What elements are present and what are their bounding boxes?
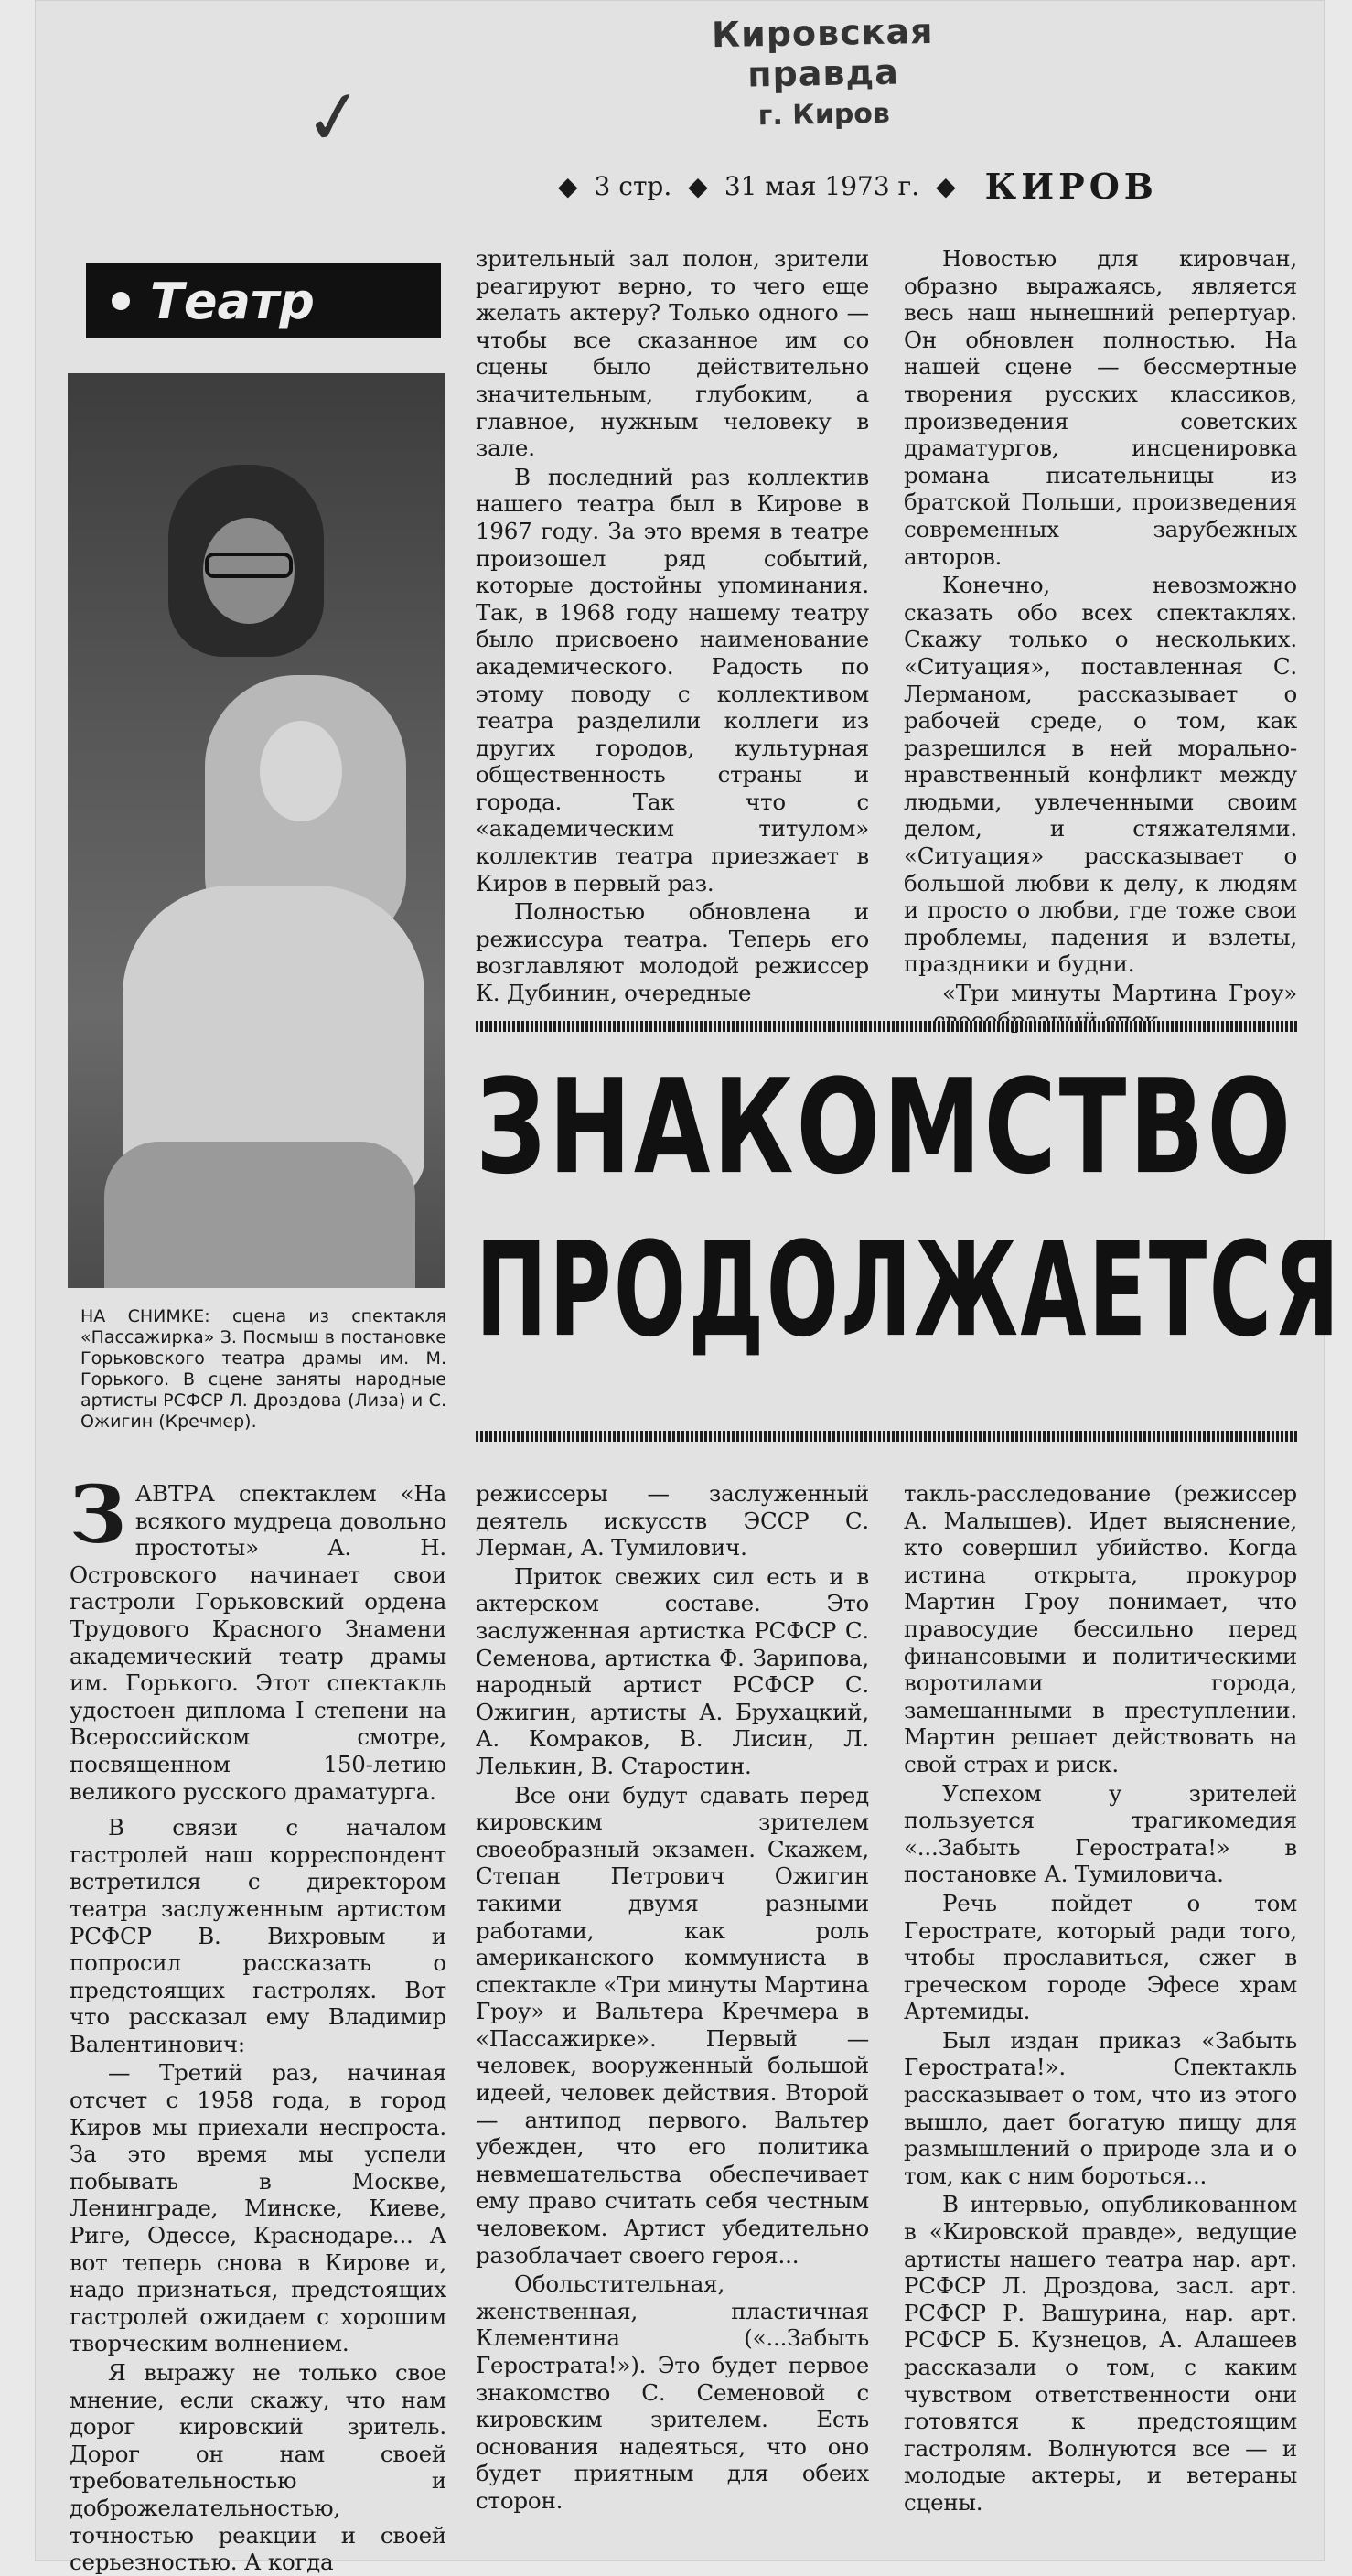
- paragraph: — Третий раз, начиная отсчет с 1958 года, в город Киров мы приехали неспроста. За это время мы успели побывать в Москве, Ленинграде, Минске, Киеве, Риге, Одессе, Краснодаре... А вот теперь снова в Кирове и, надо признаться, предстоящих гастролей ожидаем с хорошим творческим волнением.: [70, 2059, 446, 2357]
- paragraph: Конечно, невозможно сказать обо всех спектаклях. Скажу только о нескольких. «Ситуация», поставленная С. Лерманом, рассказывает о рабочей среде, о том, как разрешился в ней морально-нравственный конфликт между людьми, увлеченными своим делом, и стяжателями. «Ситуация» рассказывает о большой любви к делу, к людям и просто о любви, где тоже свои проблемы, падения и взлеты, праздники и будни.: [904, 572, 1297, 978]
- paragraph: такль-расследование (режиссер А. Малышев). Идет выяснение, кто совершил убийство. Когда истина открыта, прокурор Мартин Гроу понимает, что правосудие бессильно перед финансовыми и политическими воротилами города, замешанными в преступлении. Мартин решает действовать на свой страх и риск.: [904, 1480, 1297, 1777]
- diamond-icon: ◆: [688, 170, 708, 201]
- headline-line-1: ЗНАКОМСТВО: [476, 1052, 1294, 1204]
- paragraph: зрительный зал полон, зрители реагируют верно, то чего еще желать актеру? Только одного — чтобы все сказанное им со сцены было действительно значительным, глубоким, а главное, нужным человеку в зале.: [476, 245, 869, 462]
- paragraph: Обольстительная, женственная, пластичная Клементина («...Забыть Герострата!»). Это будет первое знакомство С. Семеновой с кировским зрителем. Есть основания надеяться, что оно будет приятным для обеих сторон.: [476, 2270, 869, 2514]
- diamond-icon: ◆: [558, 170, 578, 201]
- source-stamp: [639, 10, 1007, 134]
- check-mark-icon: ✓: [297, 70, 371, 165]
- paragraph: В связи с началом гастролей наш корреспондент встретился с директором театра заслуженным артистом РСФСР В. Вихровым и попросил рассказать о предстоящих гастролях. Вот что рассказал ему Владимир Валентинович:: [70, 1814, 446, 2057]
- paragraph: Новостью для кировчан, образно выражаясь, является весь наш нынешний репертуар. Он обновлен полностью. На нашей сцене — бессмертные творения русских классиков, произведения советских драматургов, инсценировка романа писательницы из братской Польши, произведения современных зарубежных авторов.: [904, 245, 1297, 570]
- dateline: [558, 163, 1290, 209]
- paragraph: Речь пойдет о том Герострате, который ради того, чтобы прославиться, сжег в греческом городе Эфесе храм Артемиды.: [904, 1889, 1297, 2025]
- paragraph: «Три минуты Мартина Гроу»: [942, 980, 1297, 1007]
- headline-line-2: ПРОДОЛЖАЕТСЯ: [476, 1215, 1342, 1367]
- paragraph: Был издан приказ «Забыть Герострата!». Спектакль рассказывает о том, что из этого вышло, дает богатую пищу для размышлений о природе зла и о том, как с ним бороться...: [904, 2026, 1297, 2189]
- lower-column-3: [904, 1480, 1297, 2517]
- issue-city: КИРОВ: [984, 165, 1158, 207]
- bullet-icon: [112, 292, 130, 310]
- photo-caption: НА СНИМКЕ: сцена из спектакля «Пассажирка» З. Посмыш в постановке Горьковского театра драмы им. М. Горького. В сцене заняты народные артисты РСФСР Л. Дроздова (Лиза) и С. Ожигин (Кречмер).: [80, 1306, 446, 1432]
- paragraph: Все они будут сдавать перед кировским зрителем своеобразный экзамен. Скажем, Степан Петрович Ожигин такими двумя разными работами, как роль американского коммуниста в спектакле «Три минуты Мартина Гроу» и Вальтера Кречмера в «Пассажирке». Первый — человек, вооруженный большой идеей, человек действия. Второй — антипод первого. Вальтер убежден, что его политика невмешательства обеспечивает ему право считать себя честным человеком. Артист убедительно разоблачает своего героя...: [476, 1781, 869, 2269]
- issue-date: 31 мая 1973 г.: [724, 170, 920, 201]
- scene-photo: [68, 373, 445, 1288]
- lead-text: АВТРА спектаклем «На всякого мудреца довольно простоты» А. Н. Островского начинает свои гастроли Горьковский ордена Трудового Красного Знамени академический театр драмы им. Горького. Этот спектакль удостоен диплома I степени на Всероссийском смотре, посвященном 150-летию великого русского драматурга.: [70, 1480, 446, 1805]
- stamp-city: г. Киров: [757, 97, 891, 133]
- paragraph: Полностью обновлена и режиссура театра. Теперь его возглавляют молодой режиссер К. Дубинин, очередные: [476, 898, 869, 1007]
- stamp-newspaper-name: Кировская правда: [711, 10, 934, 95]
- drop-cap: З: [70, 1469, 126, 1562]
- paragraph: Я выражу не только свое мнение, если скажу, что нам дорог кировский зритель. Дорог он нам своей требовательностью и доброжелательностью, точностью реакции и своей серьезностью. А когда: [70, 2359, 446, 2576]
- rule-top: [476, 1021, 1299, 1032]
- upper-column-2: [904, 245, 1297, 1034]
- lead-paragraph: [70, 1469, 446, 1805]
- page-number: 3 стр.: [594, 170, 672, 201]
- paragraph: В интервью, опубликованном в «Кировской правде», ведущие артисты нашего театра нар. арт. РСФСР Л. Дроздова, засл. арт. РСФСР Р. Вашурина, нар. арт. РСФСР Б. Кузнецов, А. Алашеев рассказали о том, с каким чувством ответственности они готовятся к предстоящим гастролям. Волнуются все — и молодые актеры, и ветераны сцены.: [904, 2191, 1297, 2516]
- lower-column-2: [476, 1480, 869, 2515]
- paragraph: Успехом у зрителей пользуется трагикомедия «...Забыть Герострата!» в постановке А. Тумиловича.: [904, 1779, 1297, 1888]
- section-rubric: [86, 263, 441, 338]
- rule-bottom: [476, 1431, 1299, 1442]
- paragraph: Приток свежих сил есть и в актерском составе. Это заслуженная артистка РСФСР С. Семенова, артистка Ф. Зарипова, народный артист РСФСР С. Ожигин, артисты А. Брухацкий, А. Комраков, В. Лисин, Л. Лелькин, В. Старостин.: [476, 1562, 869, 1779]
- diamond-icon: ◆: [936, 170, 956, 201]
- paragraph: режиссеры — заслуженный деятель искусств ЭССР С. Лерман, А. Тумилович.: [476, 1480, 869, 1562]
- upper-column-1: [476, 245, 869, 1007]
- paragraph: В последний раз коллектив нашего театра был в Кирове в 1967 году. За это время в театре произошел ряд событий, которые достойны упоминания. Так, в 1968 году нашему театру было присвоено наименование академического. Радость по этому поводу с коллективом театра разделили коллеги из других городов, культурная общественность страны и города. Так что с «академическим титулом» коллектив театра приезжает в Киров в первый раз.: [476, 463, 869, 896]
- actor-figure: [168, 465, 324, 657]
- lower-column-1: [70, 1469, 446, 2576]
- rubric-label: Театр: [150, 272, 315, 330]
